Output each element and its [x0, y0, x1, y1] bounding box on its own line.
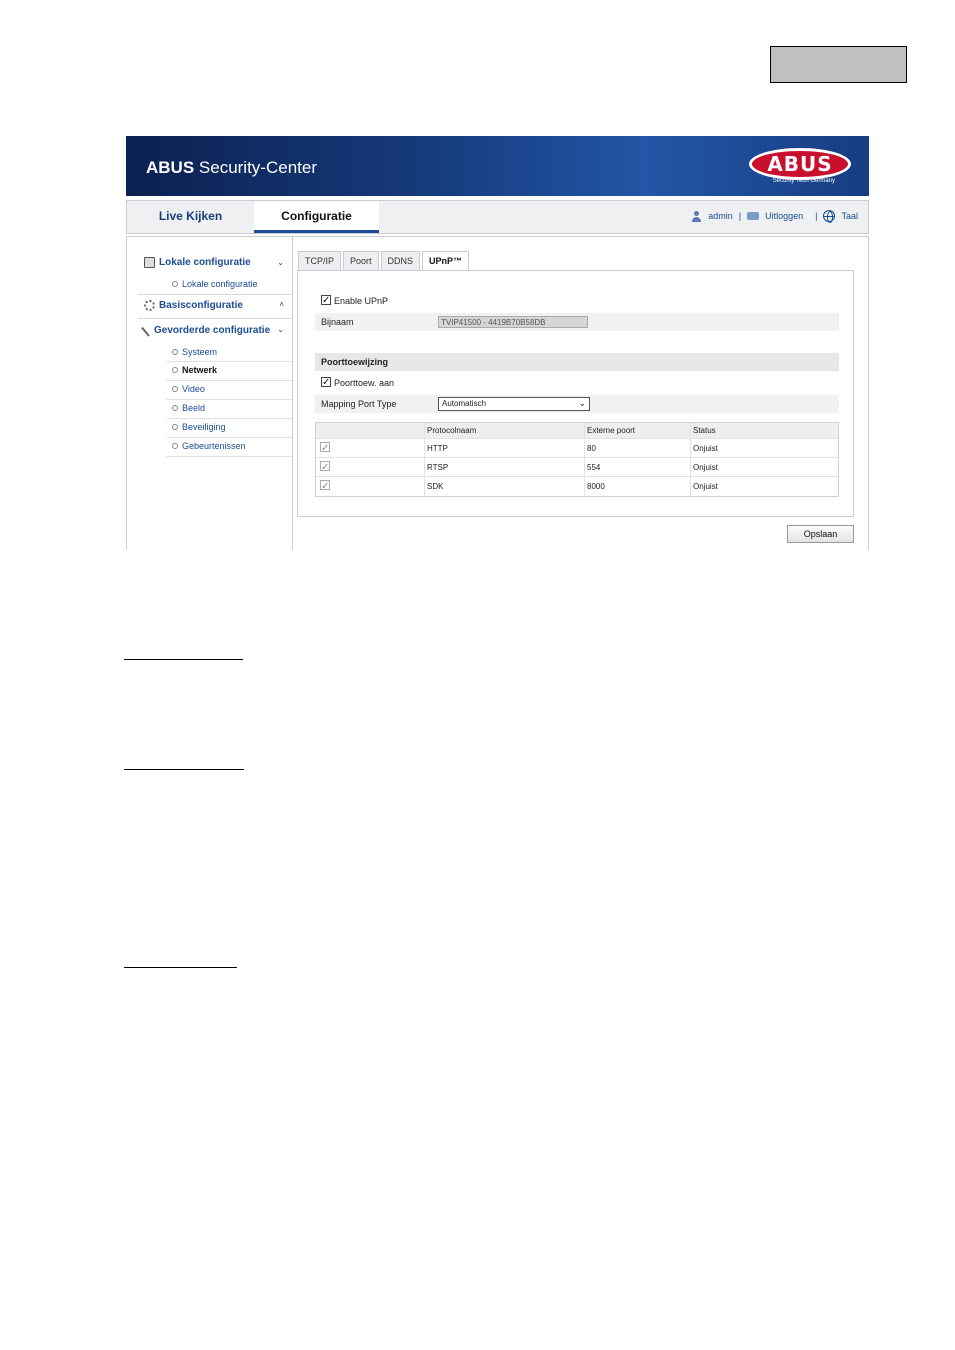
sidebar-item-systeem[interactable]: Systeem: [172, 347, 217, 357]
sidebar: [126, 237, 293, 550]
bullet-icon: [172, 405, 178, 411]
app-screenshot: [126, 136, 869, 550]
port-mapping-row: [315, 374, 839, 392]
chevron-down-icon: ⌄: [578, 398, 586, 408]
abus-logo: ABUS: [749, 148, 851, 180]
computer-icon: [144, 257, 155, 268]
bijnaam-row: [315, 313, 839, 331]
sidebar-item-beveiliging[interactable]: Beveiliging: [172, 422, 226, 432]
save-button[interactable]: Opslaan: [787, 525, 854, 543]
chevron-up-icon[interactable]: ˄: [279, 300, 284, 309]
enable-upnp-label: Enable UPnP: [334, 296, 389, 306]
globe-icon: [823, 210, 835, 222]
enable-upnp-row: [315, 292, 839, 310]
row-checkbox[interactable]: [320, 442, 330, 452]
tab-poort[interactable]: Poort: [343, 251, 379, 270]
divider-line: [124, 659, 243, 660]
page-label-box: [770, 46, 907, 83]
upnp-panel: [297, 270, 854, 517]
tab-tcpip[interactable]: TCP/IP: [298, 251, 341, 270]
sidebar-item-lokale-configuratie[interactable]: Lokale configuratie: [172, 279, 258, 289]
tab-upnp[interactable]: UPnP™: [422, 251, 469, 272]
sidebar-group-basisconfiguratie[interactable]: Basisconfiguratie: [144, 300, 243, 311]
divider-line: [124, 769, 244, 770]
wrench-icon: [141, 324, 153, 336]
tab-live-kijken[interactable]: Live Kijken: [158, 209, 223, 223]
divider-line: [124, 967, 237, 968]
tab-ddns[interactable]: DDNS: [381, 251, 421, 270]
bullet-icon: [172, 386, 178, 392]
sidebar-group-lokale-configuratie[interactable]: Lokale configuratie: [144, 257, 251, 268]
sidebar-item-gebeurtenissen[interactable]: Gebeurtenissen: [172, 441, 246, 451]
logout-icon: [747, 212, 759, 220]
mapping-type-select[interactable]: Automatisch ⌄: [438, 397, 590, 411]
bullet-icon: [172, 349, 178, 355]
row-checkbox[interactable]: [320, 480, 330, 490]
gear-icon: [144, 300, 155, 311]
user-menu: admin | Uitloggen | Taal: [691, 210, 858, 222]
table-row: ✓ SDK 8000 Onjuist: [316, 477, 838, 496]
sidebar-item-beeld[interactable]: Beeld: [172, 403, 205, 413]
port-mapping-checkbox[interactable]: [321, 377, 331, 387]
tab-configuratie[interactable]: Configuratie: [254, 201, 379, 233]
logo-tagline: Security Tech Germany: [772, 178, 835, 184]
port-mapping-label: Poorttoew. aan: [334, 378, 395, 388]
app-title: ABUS Security-Center: [146, 158, 317, 177]
chevron-down-icon[interactable]: ⌄: [277, 258, 284, 267]
port-table: [315, 422, 839, 497]
user-icon: [691, 211, 702, 222]
bijnaam-field[interactable]: TVIP41500 - 4419B70B58DB: [438, 316, 588, 328]
sidebar-item-video[interactable]: Video: [172, 384, 205, 394]
bullet-icon: [172, 281, 178, 287]
enable-upnp-checkbox[interactable]: [321, 295, 331, 305]
sidebar-item-netwerk[interactable]: Netwerk: [172, 365, 217, 375]
logout-link[interactable]: Uitloggen: [765, 211, 804, 221]
header-banner: [126, 136, 869, 196]
top-navbar: [126, 200, 869, 234]
bijnaam-label: Bijnaam: [321, 317, 354, 327]
mapping-type-label: Mapping Port Type: [321, 399, 397, 409]
sidebar-group-gevorderde-configuratie[interactable]: Gevorderde configuratie: [144, 325, 270, 336]
network-tabs: [298, 251, 469, 270]
chevron-down-icon[interactable]: ⌄: [277, 325, 284, 334]
table-row: ✓ HTTP 80 Onjuist: [316, 439, 838, 458]
table-header: Protocolnaam Externe poort Status: [316, 423, 838, 439]
bullet-icon: [172, 367, 178, 373]
bullet-icon: [172, 424, 178, 430]
language-link[interactable]: Taal: [841, 211, 858, 221]
table-row: ✓ RTSP 554 Onjuist: [316, 458, 838, 477]
bullet-icon: [172, 443, 178, 449]
row-checkbox[interactable]: [320, 461, 330, 471]
mapping-type-row: [315, 395, 839, 413]
section-title: Poorttoewijzing: [315, 353, 839, 371]
user-link[interactable]: admin: [708, 211, 733, 221]
